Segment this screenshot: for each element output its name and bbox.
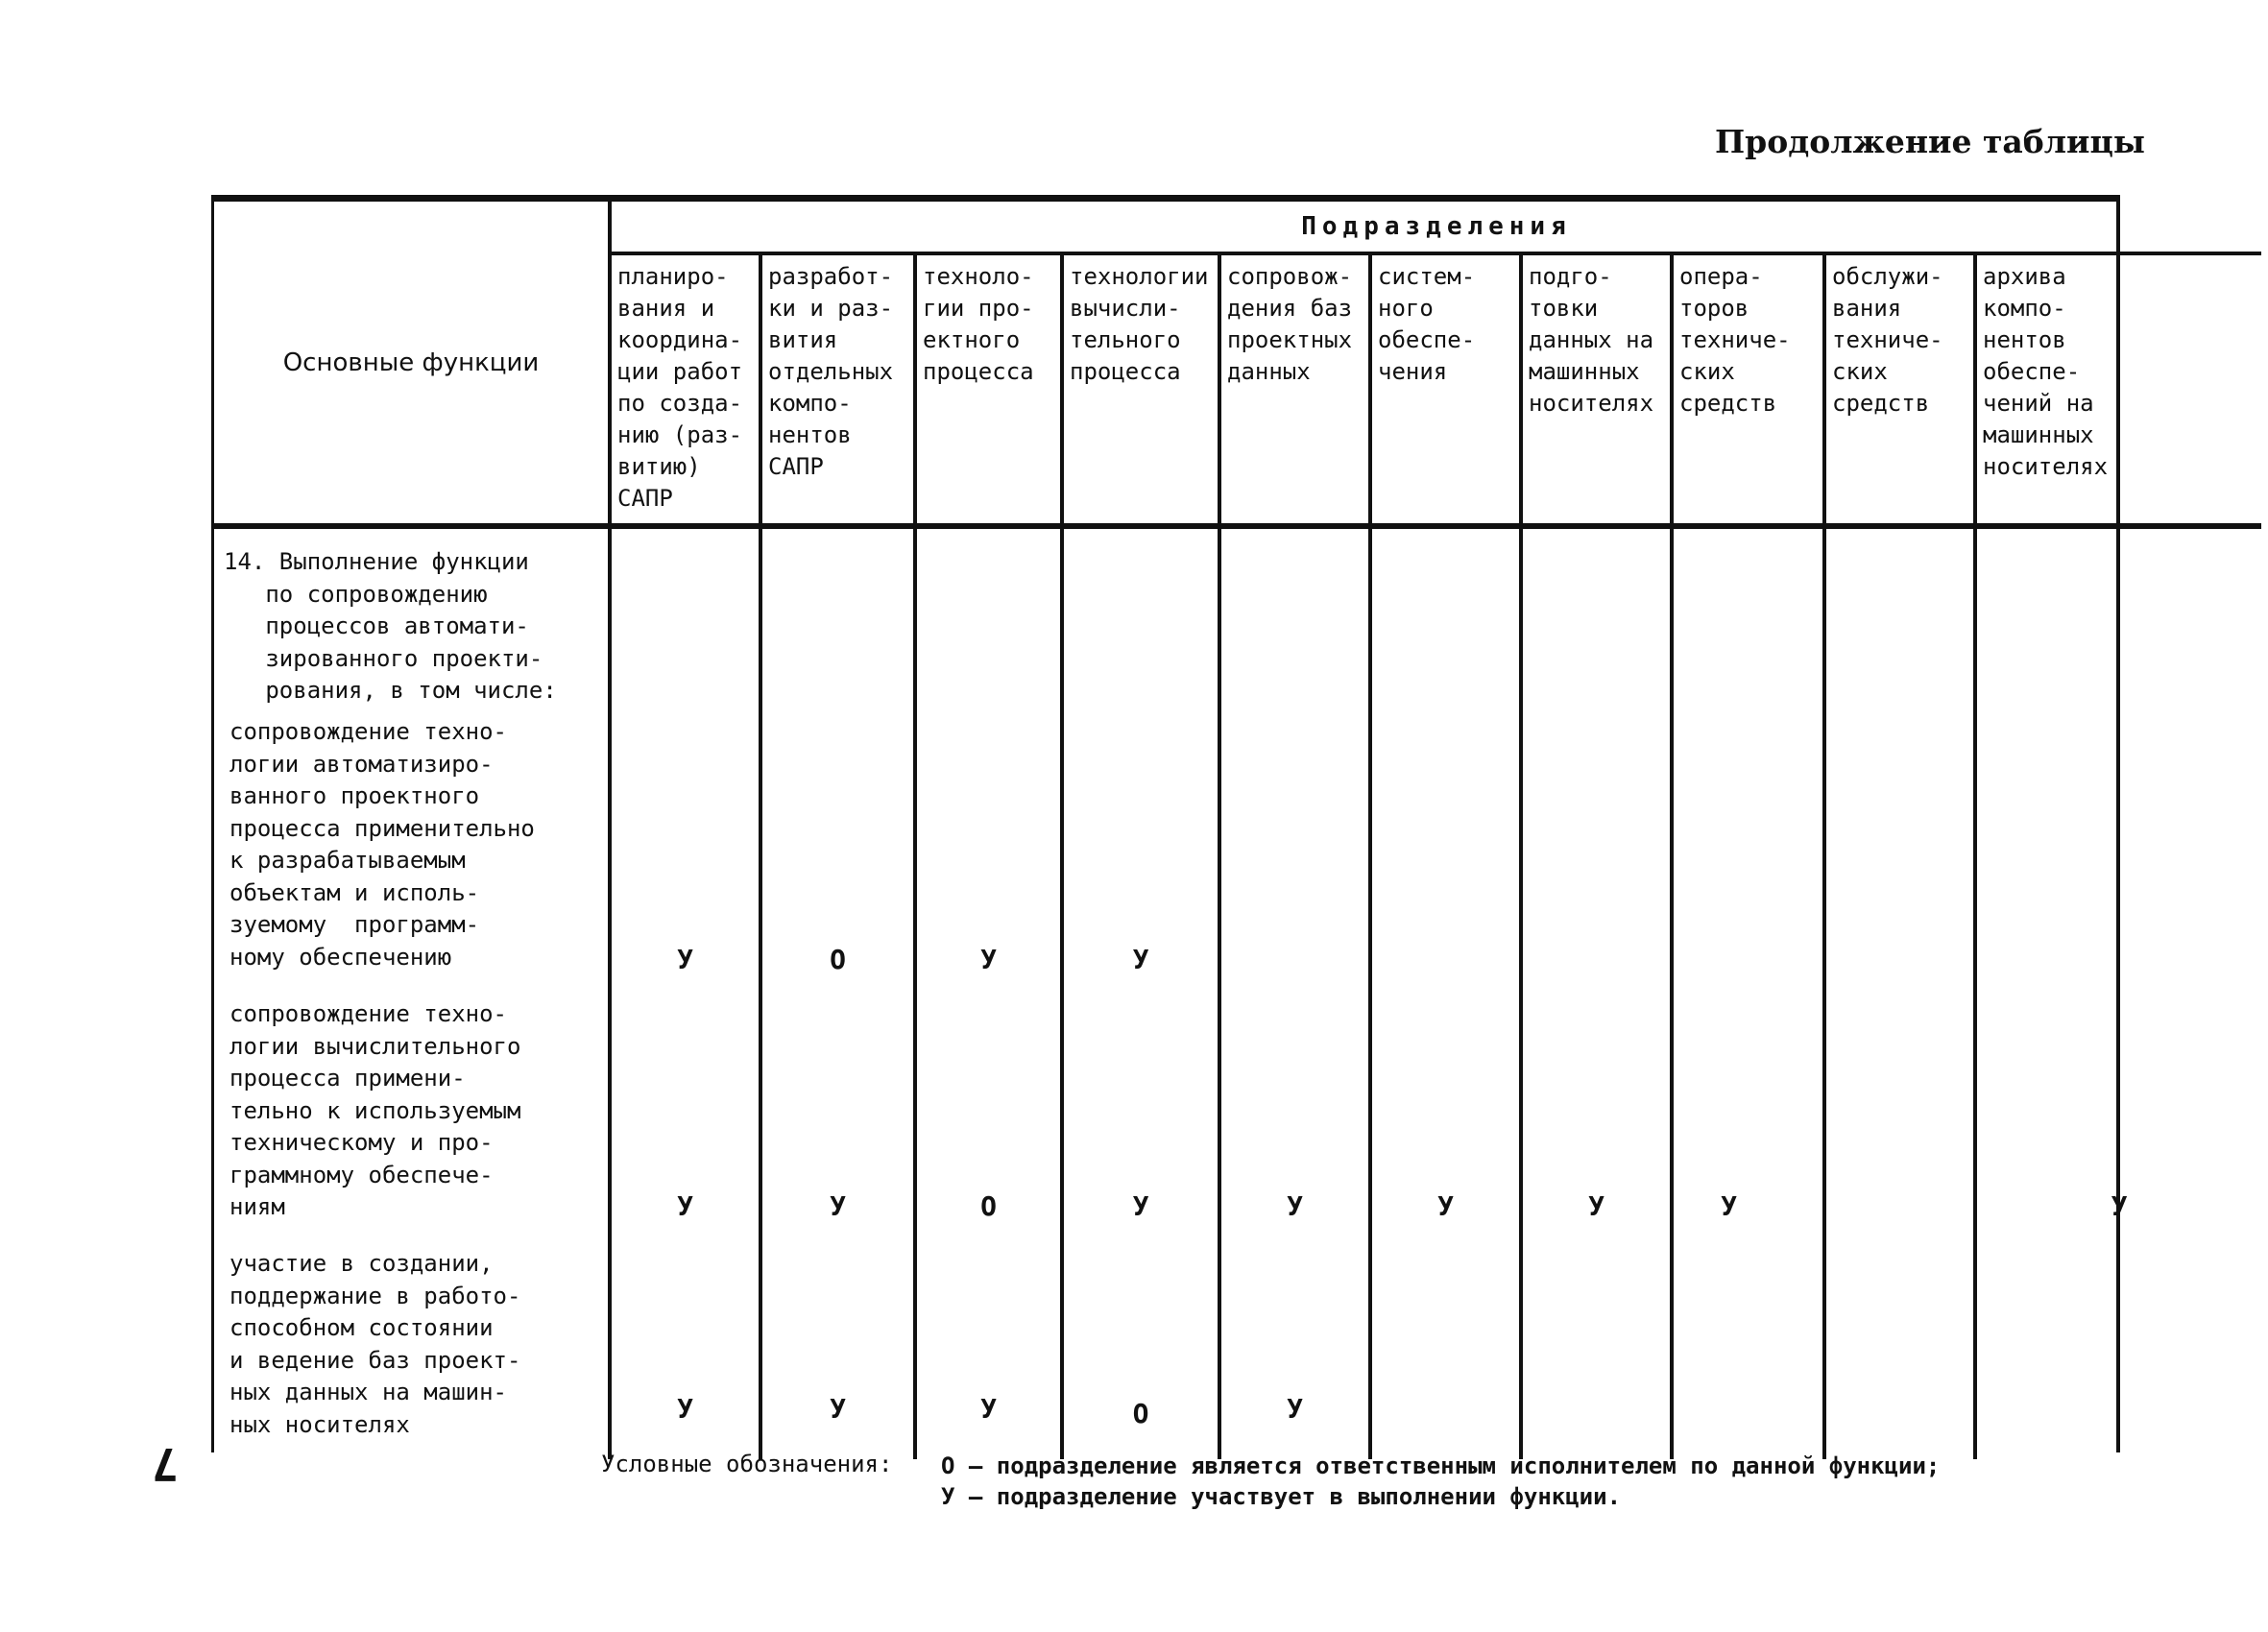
column-header-archive: архива компо- нентов обеспе- чений на машинных носителях	[1977, 255, 2261, 529]
department-column	[762, 529, 917, 1459]
mark-cell: У	[1437, 1190, 1454, 1222]
department-column	[1064, 529, 1221, 1459]
mark-cell: О	[830, 944, 846, 975]
department-column	[1221, 529, 1372, 1459]
department-column	[1977, 529, 2261, 1459]
mark-cell: У	[1132, 944, 1149, 975]
mark-cell: О	[1132, 1398, 1149, 1429]
department-column	[1372, 529, 1523, 1459]
department-column	[1674, 529, 1826, 1459]
legend-label: Условные обозначения:	[601, 1451, 893, 1477]
mark-cell: У	[1588, 1190, 1604, 1222]
column-header-operators: опера- торов техниче- ских средств	[1674, 255, 1826, 529]
mark-cell: У	[677, 1393, 693, 1425]
mark-cell: У	[1721, 1190, 1737, 1222]
function-heading: 14. Выполнение функции по сопровождению процессов автомати- зированного проекти- рования, в том числе:	[224, 548, 557, 704]
mark-cell: У	[830, 1393, 846, 1425]
mark-cell: У	[677, 1190, 693, 1222]
legend	[941, 1451, 1940, 1512]
column-header-data-preparation: подго- товки данных на машинных носителях	[1523, 255, 1674, 529]
column-header-maintenance: обслужи- вания техниче- ских средств	[1826, 255, 1977, 529]
mark-cell: У	[1287, 1190, 1303, 1222]
column-header-system-software: систем- ного обеспе- чения	[1372, 255, 1523, 529]
department-column	[612, 529, 762, 1459]
function-row-text: сопровождение техно- логии вычислительного процесса примени- тельно к используемым техническому и про- граммному обеспече- ниям	[229, 1000, 521, 1220]
legend-item-responsible: О – подразделение является ответственным исполнителем по данной функции;	[941, 1452, 1941, 1479]
continuation-title: Продолжение таблицы	[1715, 123, 2145, 160]
mark-cell: У	[1287, 1393, 1303, 1425]
functions-column	[214, 529, 612, 1459]
column-header-planning: планиро- вания и координa- ции работ по созда- нию (раз- витию) САПР	[612, 255, 762, 529]
mark-cell: У	[677, 944, 693, 975]
function-row-text: участие в создании, поддержание в работо- способном состоянии и ведение баз проект- ных данных на машин- ных носителях	[229, 1250, 521, 1438]
margin-page-number: 7	[152, 1438, 179, 1490]
column-header-computing-technology: технологии вычисли- тельного процесса	[1064, 255, 1221, 529]
main-functions-header: Основные функции	[214, 202, 612, 529]
function-row-text: сопровождение техно- логии автоматизиро- ванного проектного процесса применительно к разрабатываемым объектам и исполь- зуемому программ- ному обеспечению	[229, 718, 535, 971]
mark-cell: У	[2111, 1190, 2128, 1222]
mark-cell: У	[830, 1190, 846, 1222]
column-header-database-support: сопровож- дения баз проектных данных	[1221, 255, 1372, 529]
mark-cell: У	[980, 944, 997, 975]
department-column	[1826, 529, 1977, 1459]
legend-item-participates: У – подразделение участвует в выполнении функции.	[941, 1483, 1622, 1510]
column-header-development: разработ- ки и раз- вития отдельных компо- нентов САПР	[762, 255, 917, 529]
departments-header: Подразделения	[612, 202, 2261, 255]
department-column	[917, 529, 1064, 1459]
department-column	[1523, 529, 1674, 1459]
mark-cell: У	[1132, 1190, 1149, 1222]
column-header-design-technology: техноло- гии про- ектного процесса	[917, 255, 1064, 529]
functions-table	[211, 195, 2128, 1452]
mark-cell: О	[980, 1190, 997, 1222]
mark-cell: У	[980, 1393, 997, 1425]
